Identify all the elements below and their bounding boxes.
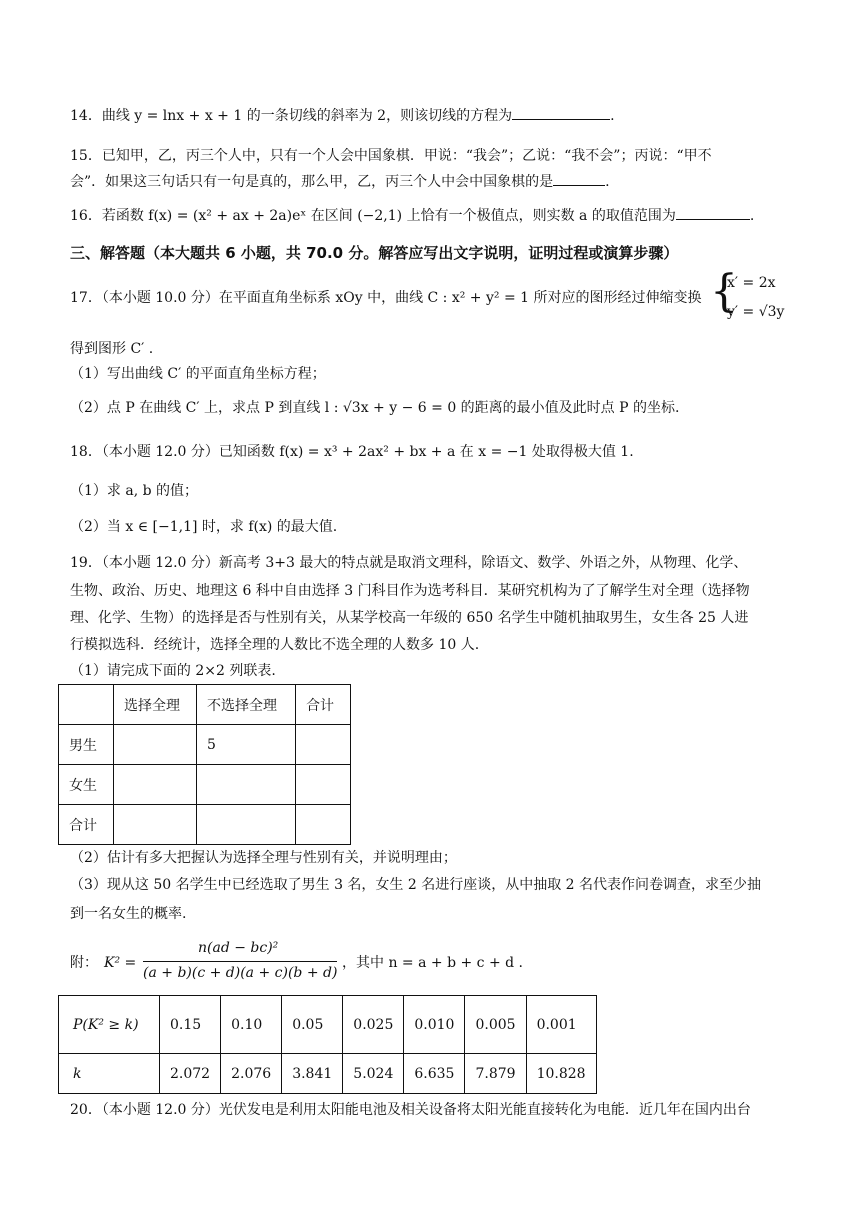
question-19-part-3-line-2: 到一名女生的概率. (70, 906, 187, 922)
question-18-line-1: 18．（本小题 12.0 分）已知函数 f(x) = x³ + 2ax² + bx + a 在 x = −1 处取得极大值 1. (70, 444, 634, 460)
formula-lhs: K² = (104, 955, 137, 971)
question-15-line-1: 15．已知甲，乙，丙三个人中，只有一个人会中国象棋．甲说：“我会”；乙说：“我不会”；丙说：“甲不 (70, 148, 712, 164)
question-17-line-2: 得到图形 C′ . (70, 341, 154, 357)
table-cell: 10.828 (526, 1054, 596, 1094)
section-3-title: 三、解答题（本大题共 6 小题，共 70.0 分。解答应写出文字说明，证明过程或演算步骤） (70, 244, 679, 262)
question-18-part-1: （1）求 a, b 的值； (70, 483, 199, 499)
table-cell: 2.076 (221, 1054, 282, 1094)
table-cell: 男生 (59, 725, 114, 765)
question-18-part-2: （2）当 x ∈ [−1,1] 时，求 f(x) 的最大值. (70, 519, 338, 535)
table-cell: 5 (197, 725, 296, 765)
formula-numerator: n(ad − bc)² (198, 940, 279, 956)
table-cell (296, 765, 351, 805)
question-15-line-2: 会”．如果这三句话只有一句是真的，那么甲，乙，丙三个人中会中国象棋的是 . (70, 171, 610, 193)
question-16: 16．若函数 f(x) = (x² + ax + 2a)eˣ 在区间 (−2,1) 上恰有一个极值点，则实数 a 的取值范围为 . (70, 205, 754, 227)
formula-denominator: (a + b)(c + d)(a + c)(b + d) (143, 965, 338, 981)
formula-suffix: ，其中 n = a + b + c + d . (342, 955, 524, 971)
table-cell: 不选择全理 (197, 685, 296, 725)
critical-value-table (58, 995, 597, 1094)
question-16-text: 16．若函数 f(x) = (x² + ax + 2a)eˣ 在区间 (−2,1) 上恰有一个极值点，则实数 a 的取值范围为 (70, 208, 676, 224)
table-cell: 0.010 (404, 996, 465, 1054)
question-19-line-1: 19．（本小题 12.0 分）新高考 3+3 最大的特点就是取消文理科，除语文、数学、外语之外，从物理、化学、 (70, 555, 748, 571)
table-cell: 6.635 (404, 1054, 465, 1094)
table-row (59, 765, 351, 805)
table-cell: 0.025 (343, 996, 404, 1054)
table-cell: P(K² ≥ k) (59, 996, 160, 1054)
table-row (59, 805, 351, 845)
question-20-line-1: 20．（本小题 12.0 分）光伏发电是利用太阳能电池及相关设备将太阳光能直接转化为电能．近几年在国内出台 (70, 1102, 751, 1118)
system-equation-2: y′ = √3y (727, 304, 785, 320)
table-cell: 0.10 (221, 996, 282, 1054)
table-cell (114, 725, 197, 765)
table-cell (114, 805, 197, 845)
table-row (59, 996, 597, 1054)
table-row (59, 725, 351, 765)
question-19-part-1: （1）请完成下面的 2×2 列联表. (70, 663, 276, 679)
table-cell: 0.001 (526, 996, 596, 1054)
system-brace: { (710, 266, 738, 317)
question-19-line-2: 生物、政治、历史、地理这 6 科中自由选择 3 门科目作为选考科目．某研究机构为了了解学生对全理（选择物 (70, 583, 750, 599)
formula-prefix: 附： (70, 955, 98, 971)
table-cell: 3.841 (282, 1054, 343, 1094)
table-cell (296, 805, 351, 845)
question-14-text: 14．曲线 y = lnx + x + 1 的一条切线的斜率为 2，则该切线的方程为 (70, 108, 513, 124)
table-cell: 0.15 (160, 996, 221, 1054)
table-cell (59, 685, 114, 725)
table-cell (114, 765, 197, 805)
question-17-part-2: （2）点 P 在曲线 C′ 上，求点 P 到直线 l : √3x + y − 6 = 0 的距离的最小值及此时点 P 的坐标. (70, 400, 680, 416)
answer-blank (676, 205, 750, 220)
table-cell: 合计 (296, 685, 351, 725)
contingency-table (58, 684, 351, 845)
system-equation-1: x′ = 2x (727, 275, 776, 291)
question-19-part-3-line-1: （3）现从这 50 名学生中已经选取了男生 3 名，女生 2 名进行座谈，从中抽取 2 名代表作问卷调查，求至少抽 (70, 877, 762, 893)
question-15-text: 会”．如果这三句话只有一句是真的，那么甲，乙，丙三个人中会中国象棋的是 (70, 174, 554, 190)
question-19-part-2: （2）估计有多大把握认为选择全理与性别有关，并说明理由； (70, 850, 457, 866)
question-17-part-1: （1）写出曲线 C′ 的平面直角坐标方程； (70, 366, 326, 382)
table-cell: k (59, 1054, 160, 1094)
table-row (59, 1054, 597, 1094)
table-cell: 0.005 (465, 996, 526, 1054)
table-cell (197, 805, 296, 845)
question-19-line-3: 理、化学、生物）的选择是否与性别有关，从某学校高一年级的 650 名学生中随机抽取男生，女生各 25 人进 (70, 610, 749, 626)
table-cell: 0.05 (282, 996, 343, 1054)
table-cell: 选择全理 (114, 685, 197, 725)
table-cell (197, 765, 296, 805)
question-14: 14．曲线 y = lnx + x + 1 的一条切线的斜率为 2，则该切线的方程为 . (70, 105, 615, 127)
answer-blank (553, 171, 605, 186)
table-cell: 5.024 (343, 1054, 404, 1094)
answer-blank (512, 105, 610, 120)
table-cell (296, 725, 351, 765)
table-cell: 2.072 (160, 1054, 221, 1094)
table-row (59, 685, 351, 725)
table-cell: 7.879 (465, 1054, 526, 1094)
question-17-line-1: 17．（本小题 10.0 分）在平面直角坐标系 xOy 中，曲线 C : x² + y² = 1 所对应的图形经过伸缩变换 (70, 290, 702, 306)
table-cell: 合计 (59, 805, 114, 845)
question-19-line-4: 行模拟选科．经统计，选择全理的人数比不选全理的人数多 10 人. (70, 637, 480, 653)
table-cell: 女生 (59, 765, 114, 805)
